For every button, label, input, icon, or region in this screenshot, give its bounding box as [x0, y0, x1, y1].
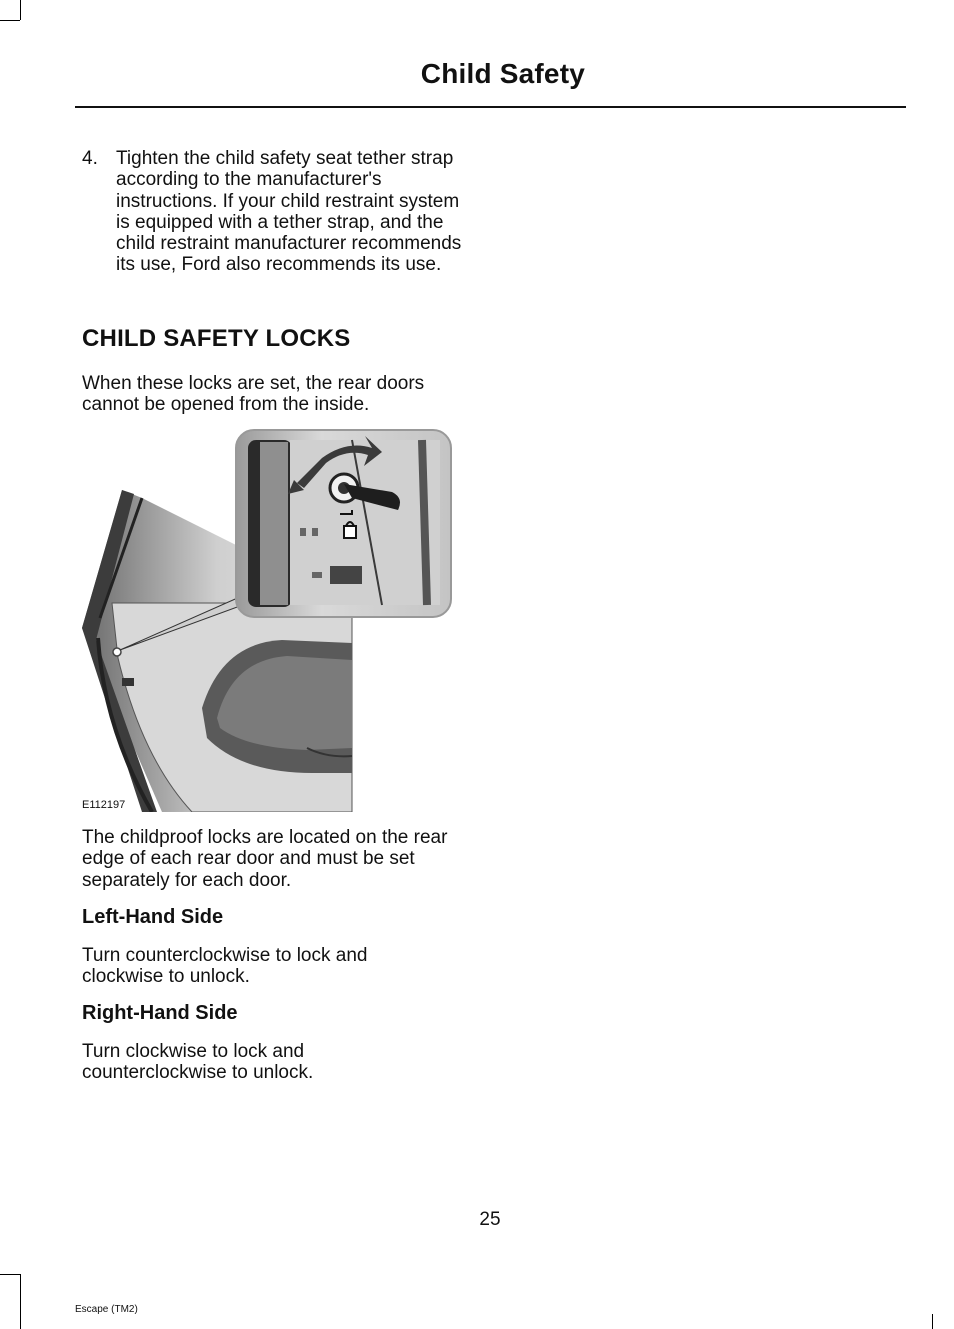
numbered-list-item	[82, 148, 477, 298]
child-lock-illustration	[82, 428, 454, 812]
left-hand-text: Turn counterclockwise to lock and clockwise to unlock.	[82, 945, 368, 988]
crop-mark	[0, 1274, 20, 1275]
header-rule	[75, 106, 906, 108]
list-item-number: 4.	[82, 148, 98, 169]
right-hand-heading: Right-Hand Side	[82, 1002, 238, 1024]
section-intro: When these locks are set, the rear doors cannot be opened from the inside.	[82, 373, 425, 416]
left-hand-heading: Left-Hand Side	[82, 906, 224, 928]
crop-mark	[20, 1274, 21, 1329]
page-header-title: Child Safety	[420, 58, 585, 89]
list-item-text: Tighten the child safety seat tether strap according to the manufacturer's instructions. If your child restraint system is equipped with a tether strap, and the child restraint manufacturer recommends its use, Ford also recommends its use.	[116, 148, 462, 276]
page-number: 25	[479, 1209, 501, 1230]
right-hand-text: Turn clockwise to lock and counterclockwise to unlock.	[82, 1041, 314, 1084]
crop-mark	[0, 20, 20, 21]
footer-model: Escape (TM2)	[75, 1304, 138, 1315]
crop-mark	[20, 0, 21, 20]
section-heading: CHILD SAFETY LOCKS	[82, 325, 351, 352]
location-text: The childproof locks are located on the rear edge of each rear door and must be set separately for each door.	[82, 827, 448, 891]
crop-mark	[932, 1314, 933, 1329]
figure-code: E112197	[82, 799, 126, 811]
